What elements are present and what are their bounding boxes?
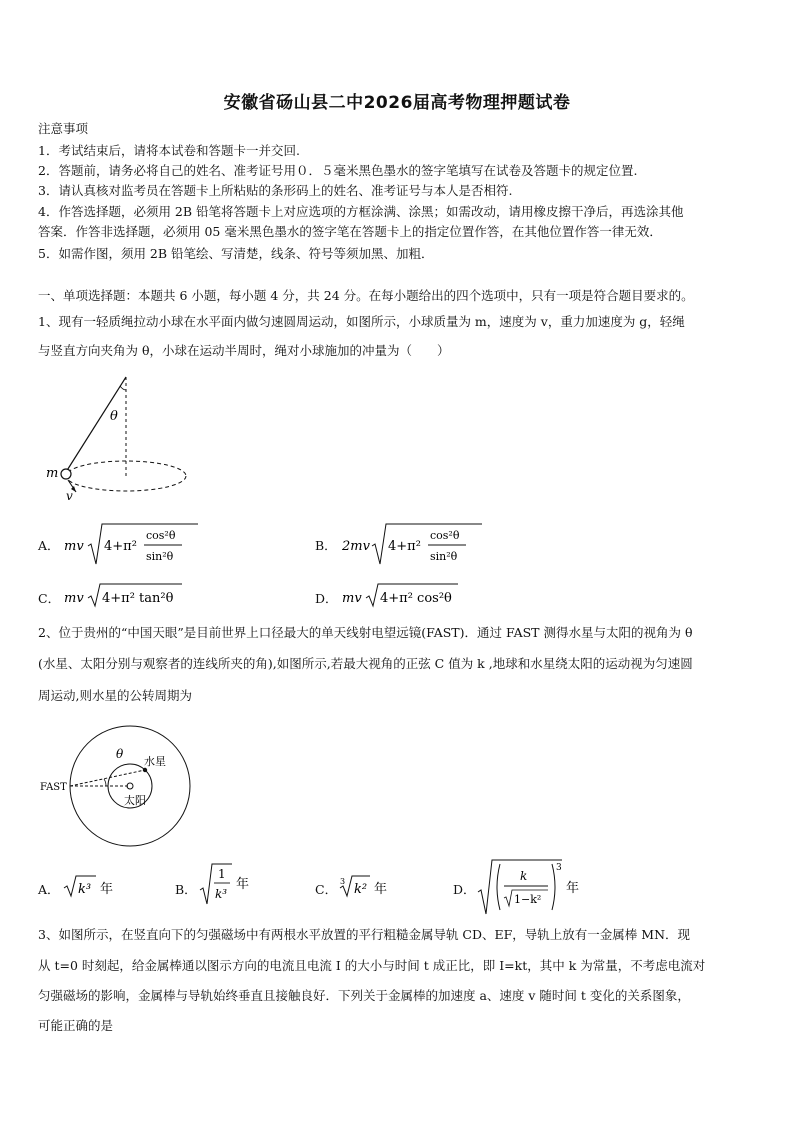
- formula-prefix: mv: [342, 591, 362, 606]
- formula-inner: 4+π² cos²θ: [380, 591, 452, 606]
- question-3-text: 匀强磁场的影响，金属棒与导轨始终垂直且接触良好．下列关于金属棒的加速度 a、速度 v 随时间 t 变化的关系图象，: [38, 988, 690, 1003]
- notice-item: 4．作答选择题，必须用 2B 铅笔将答题卡上对应选项的方框涂满、涂黑；如需改动，请用橡皮擦干净后，再选涂其他: [38, 204, 684, 219]
- option-a-formula: [62, 520, 202, 570]
- notice-item: 2．答题前，请务必将自己的姓名、准考证号用０．５毫米黑色墨水的签字笔填写在试卷及答题卡的规定位置.: [38, 163, 638, 178]
- fraction-numerator: cos²θ: [430, 529, 460, 542]
- fast-mercury-line: [70, 770, 145, 786]
- fraction-numerator: k: [520, 869, 528, 883]
- fast-orbit-figure: [38, 720, 208, 852]
- fraction-numerator: cos²θ: [146, 529, 176, 542]
- formula-prefix: 2mv: [342, 539, 370, 554]
- root-index: 3: [340, 877, 346, 886]
- option-b-label: B．: [315, 538, 337, 553]
- formula-prefix: mv: [64, 539, 84, 554]
- sun-label: 太阳: [124, 794, 146, 807]
- notice-item: 答案．作答非选择题，必须用 05 毫米黑色墨水的签字笔在答题卡上的指定位置作答，在其他位置作答一律无效．: [38, 224, 662, 239]
- option-c-label: C．: [38, 591, 61, 606]
- question-3-text: 3、如图所示，在竖直向下的匀强磁场中有两根水平放置的平行粗糙金属导轨 CD、EF，导轨上放有一金属棒 MN．现: [38, 927, 691, 942]
- question-3-text: 从 t=0 时刻起，给金属棒通以图示方向的电流且电流 I 的大小与时间 t 成正比，即 I=kt，其中 k 为常量，不考虑电流对: [38, 958, 706, 973]
- option-d-formula: [476, 856, 586, 918]
- formula-inner: 4+π²: [388, 539, 421, 554]
- option-d-label: D．: [315, 591, 338, 606]
- rope-line: [66, 377, 126, 472]
- question-1-text: 与竖直方向夹角为 θ，小球在运动半周时，绳对小球施加的冲量为（ ）: [38, 343, 450, 358]
- option-a-label: A．: [38, 538, 60, 553]
- mercury-label: 水星: [144, 755, 166, 768]
- notice-heading: 注意事项: [38, 121, 89, 136]
- formula-inner: 4+π² tan²θ: [102, 591, 174, 606]
- question-2-text: (水星、太阳分别与观察者的连线所夹的角),如图所示,若最大视角的正弦 C 值为 k ,地球和水星绕太阳的运动视为匀速圆: [38, 656, 693, 671]
- notice-item: 5．如需作图，须用 2B 铅笔绘、写清楚，线条、符号等须加黑、加粗．: [38, 246, 434, 261]
- conical-pendulum-figure: [40, 372, 200, 502]
- option-b-label: B．: [175, 882, 197, 897]
- notice-item: 1．考试结束后，请将本试卷和答题卡一并交回.: [38, 143, 300, 158]
- option-b-formula: [198, 860, 258, 910]
- unit-label: 年: [236, 877, 250, 892]
- unit-label: 年: [100, 882, 114, 897]
- option-a-label: A．: [38, 882, 60, 897]
- formula-inner: 4+π²: [104, 539, 137, 554]
- formula-inner: k³: [78, 882, 92, 897]
- mass-label: m: [46, 466, 59, 481]
- fraction-denominator: sin²θ: [146, 550, 174, 563]
- question-3-text: 可能正确的是: [38, 1018, 114, 1033]
- formula-prefix: mv: [64, 591, 84, 606]
- question-2-text: 2、位于贵州的“中国天眼”是目前世界上口径最大的单天线射电望远镜(FAST)．通过 FAST 测得水星与太阳的视角为 θ: [38, 625, 693, 640]
- unit-label: 年: [566, 881, 580, 896]
- option-d-formula: [340, 580, 480, 610]
- fraction-numerator: 1: [218, 867, 226, 881]
- notice-item: 3．请认真核对监考员在答题卡上所粘贴的条形码上的姓名、准考证号与本人是否相符.: [38, 183, 513, 198]
- option-b-formula: [340, 520, 490, 570]
- ball: [61, 469, 71, 479]
- angle-arc: [120, 386, 126, 390]
- option-c-formula: [62, 580, 202, 610]
- fraction-denominator: 1−k²: [514, 893, 542, 906]
- theta-label: θ: [116, 747, 124, 761]
- velocity-label: v: [66, 489, 73, 502]
- exponent: 3: [556, 863, 562, 873]
- fraction-denominator: k³: [215, 887, 228, 901]
- angle-arc: [104, 779, 106, 786]
- unit-label: 年: [374, 882, 388, 897]
- left-paren: [497, 864, 500, 910]
- question-2-text: 周运动,则水星的公转周期为: [38, 688, 192, 703]
- formula-inner: k²: [354, 882, 368, 897]
- option-c-formula: [338, 870, 398, 900]
- question-1-text: 1、现有一轻质绳拉动小球在水平面内做匀速圆周运动，如图所示，小球质量为 m，速度为 v，重力加速度为 g，轻绳: [38, 314, 685, 329]
- right-paren: [552, 864, 555, 910]
- theta-label: θ: [110, 409, 118, 424]
- page-title: 安徽省砀山县二中2026届高考物理押题试卷: [223, 93, 571, 113]
- fast-label: FAST: [40, 782, 67, 793]
- option-a-formula: [62, 870, 122, 900]
- fraction-denominator: sin²θ: [430, 550, 458, 563]
- section-heading: 一、单项选择题：本题共 6 小题，每小题 4 分，共 24 分。在每小题给出的四个选项中，只有一项是符合题目要求的。: [38, 288, 694, 303]
- option-d-label: D．: [453, 882, 476, 897]
- option-c-label: C．: [315, 882, 338, 897]
